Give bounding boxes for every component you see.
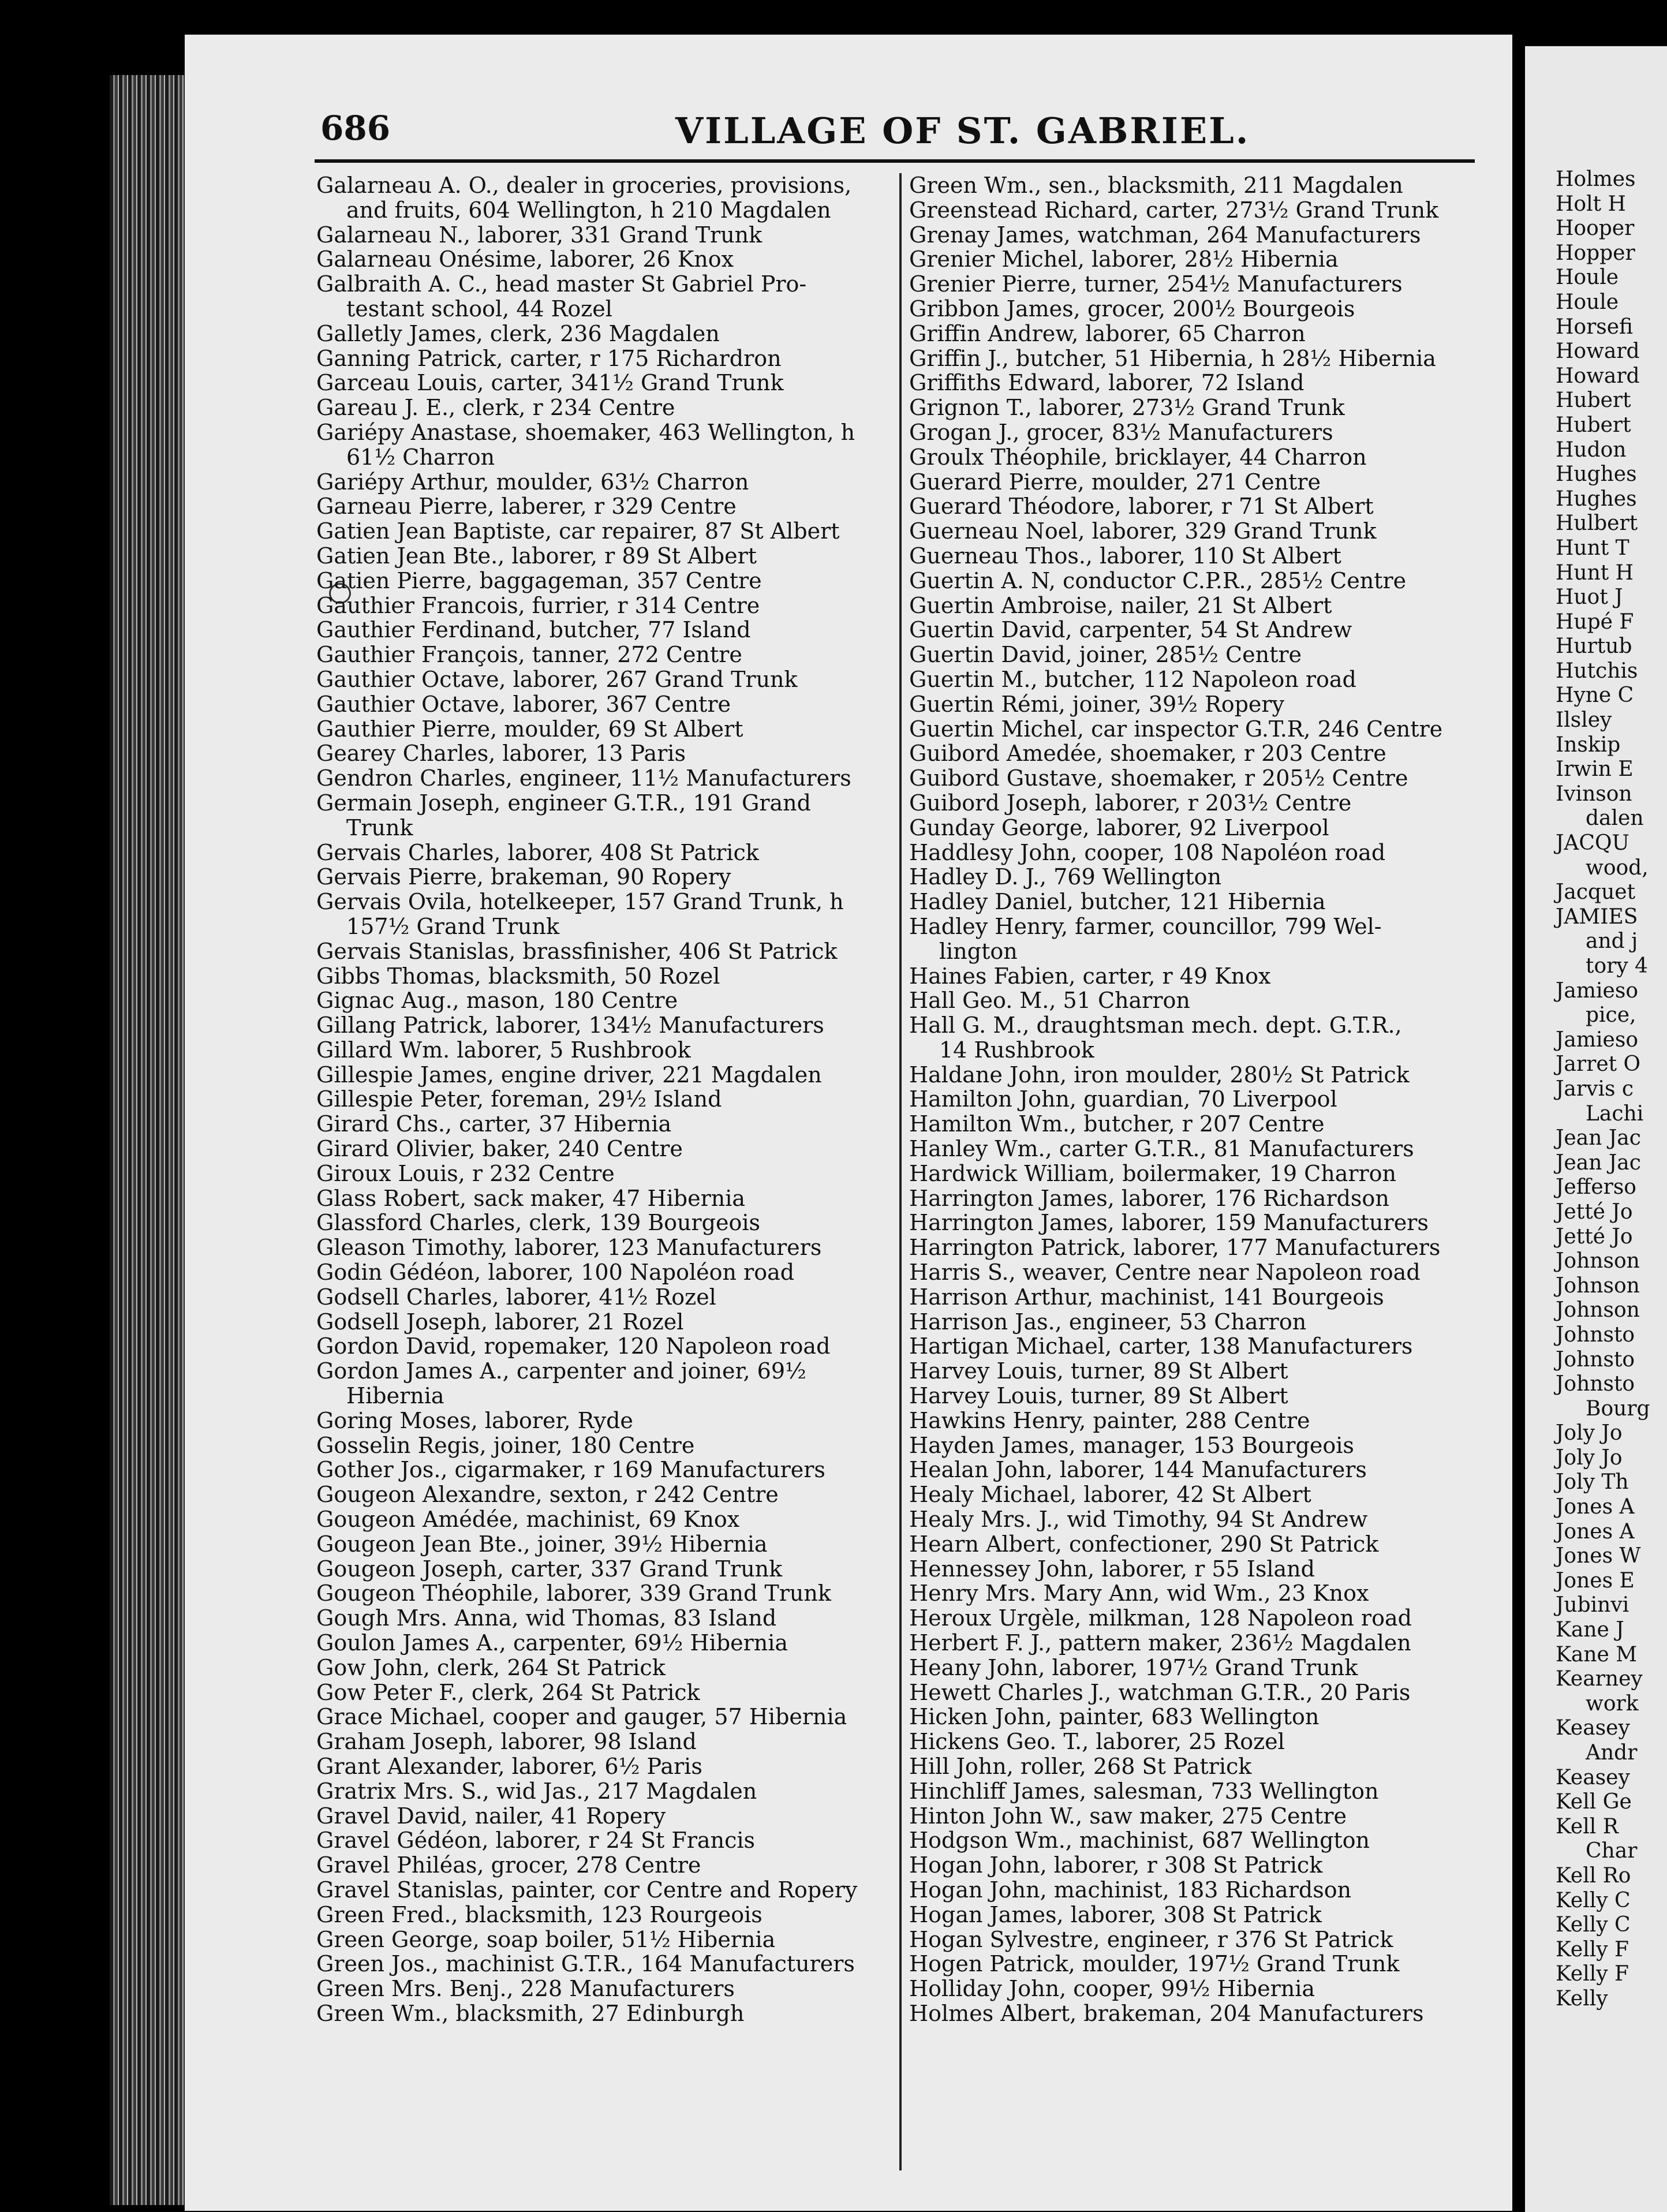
directory-entry: Harrison Jas., engineer, 53 Charron — [909, 1309, 1307, 1335]
directory-entry: Gatien Jean Baptiste, car repairer, 87 St Albert — [316, 518, 840, 544]
directory-entry: Hewett Charles J., watchman G.T.R., 20 Paris — [909, 1679, 1411, 1705]
directory-entry: Jamieso — [1556, 1027, 1638, 1052]
directory-entry-continuation: testant school, 44 Rozel — [346, 296, 612, 322]
directory-entry: Gibbs Thomas, blacksmith, 50 Rozel — [316, 963, 720, 989]
directory-entry: Healy Michael, laborer, 42 St Albert — [909, 1482, 1311, 1508]
directory-entry: Hogan Sylvestre, engineer, r 376 St Patrick — [909, 1926, 1393, 1952]
directory-entry: Gauthier Pierre, moulder, 69 St Albert — [316, 716, 743, 742]
directory-entry: Guibord Joseph, laborer, r 203½ Centre — [909, 790, 1352, 816]
directory-entry: Gough Mrs. Anna, wid Thomas, 83 Island — [316, 1605, 777, 1631]
directory-entry: Harris S., weaver, Centre near Napoleon road — [909, 1260, 1421, 1286]
directory-entry-continuation: Trunk — [346, 814, 413, 840]
directory-entry: Glassford Charles, clerk, 139 Bourgeois — [316, 1210, 761, 1236]
directory-entry: Green Mrs. Benj., 228 Manufacturers — [316, 1976, 735, 2002]
directory-entry: Germain Joseph, engineer G.T.R., 191 Grand — [316, 790, 811, 816]
directory-entry: Gleason Timothy, laborer, 123 Manufacturers — [316, 1235, 822, 1261]
directory-entry: Kelly C — [1556, 1913, 1631, 1937]
directory-entry-continuation: wood, — [1586, 855, 1649, 880]
directory-entry-continuation: and fruits, 604 Wellington, h 210 Magdalen — [346, 197, 831, 223]
directory-entry: Holmes Albert, brakeman, 204 Manufacturers — [909, 2000, 1424, 2026]
directory-entry: Guibord Amedée, shoemaker, r 203 Centre — [909, 741, 1386, 767]
directory-entry: Harvey Louis, turner, 89 St Albert — [909, 1358, 1288, 1384]
directory-entry: Hunt H — [1556, 561, 1634, 585]
directory-entry: Godin Gédéon, laborer, 100 Napoléon road — [316, 1260, 795, 1286]
directory-entry: Griffiths Edward, laborer, 72 Island — [909, 370, 1305, 396]
directory-entry-continuation: Lachi — [1586, 1101, 1644, 1126]
directory-entry: Kelly — [1556, 1986, 1608, 2011]
directory-entry: Graham Joseph, laborer, 98 Island — [316, 1729, 697, 1755]
directory-entry: Hutchis — [1556, 659, 1638, 683]
directory-entry: Green Jos., machinist G.T.R., 164 Manufacturers — [316, 1951, 855, 1977]
directory-entry: Hogan James, laborer, 308 St Patrick — [909, 1901, 1322, 1927]
directory-entry: Gervais Charles, laborer, 408 St Patrick — [316, 839, 759, 865]
directory-entry: Gatien Pierre, baggageman, 357 Centre — [316, 567, 762, 593]
directory-entry: Johnson — [1556, 1273, 1640, 1298]
directory-entry: Gougeon Théophile, laborer, 339 Grand Trunk — [316, 1580, 831, 1606]
directory-entry: Hartigan Michael, carter, 138 Manufacturers — [909, 1333, 1413, 1359]
directory-entry: Galarneau N., laborer, 331 Grand Trunk — [316, 222, 763, 248]
directory-entry: Glass Robert, sack maker, 47 Hibernia — [316, 1185, 746, 1211]
directory-entry: Griffin Andrew, laborer, 65 Charron — [909, 320, 1306, 346]
directory-entry: Guerard Théodore, laborer, r 71 St Albert — [909, 494, 1374, 520]
directory-entry: Groulx Théophile, bricklayer, 44 Charron — [909, 444, 1367, 470]
directory-entry: Hawkins Henry, painter, 288 Centre — [909, 1407, 1310, 1433]
directory-entry: Jones A — [1556, 1495, 1635, 1519]
directory-entry: Jefferso — [1556, 1175, 1636, 1200]
directory-entry: Gillang Patrick, laborer, 134½ Manufacturers — [316, 1012, 824, 1038]
directory-entry: Ganning Patrick, carter, r 175 Richardron — [316, 345, 782, 371]
directory-entry: Harvey Louis, turner, 89 St Albert — [909, 1383, 1288, 1409]
directory-entry: Holt H — [1556, 192, 1626, 216]
directory-entry: Godsell Joseph, laborer, 21 Rozel — [316, 1309, 684, 1335]
directory-entry: Green George, soap boiler, 51½ Hibernia — [316, 1926, 776, 1952]
directory-entry: Jean Jac — [1556, 1126, 1641, 1150]
directory-entry: Grace Michael, cooper and gauger, 57 Hibernia — [316, 1704, 847, 1730]
directory-entry: Guertin David, joiner, 285½ Centre — [909, 642, 1302, 668]
directory-entry: Gareau J. E., clerk, r 234 Centre — [316, 395, 675, 421]
directory-entry: Hughes — [1556, 487, 1637, 511]
directory-entry: Howard — [1556, 339, 1640, 364]
directory-entry: Gougeon Jean Bte., joiner, 39½ Hibernia — [316, 1531, 768, 1557]
directory-entry: Hardwick William, boilermaker, 19 Charron — [909, 1160, 1397, 1186]
directory-entry-continuation: dalen — [1586, 806, 1644, 831]
directory-entry: Gervais Stanislas, brassfinisher, 406 St Patrick — [316, 938, 838, 964]
directory-entry: Grenay James, watchman, 264 Manufacturers — [909, 222, 1421, 248]
directory-entry: Gauthier Octave, laborer, 367 Centre — [316, 691, 731, 717]
directory-entry: Haldane John, iron moulder, 280½ St Patrick — [909, 1062, 1410, 1088]
directory-entry-continuation: tory 4 — [1586, 954, 1649, 978]
directory-entry: Hadley Daniel, butcher, 121 Hibernia — [909, 889, 1326, 915]
directory-entry: Hamilton John, guardian, 70 Liverpool — [909, 1086, 1337, 1112]
directory-entry: Kell R — [1556, 1814, 1619, 1839]
directory-entry: Galarneau Onésime, laborer, 26 Knox — [316, 246, 734, 272]
directory-entry: Healan John, laborer, 144 Manufacturers — [909, 1457, 1367, 1483]
directory-entry: Johnsto — [1556, 1322, 1635, 1347]
directory-entry: Holmes — [1556, 167, 1636, 191]
directory-entry: Grenier Michel, laborer, 28½ Hibernia — [909, 246, 1339, 272]
directory-entry: Kelly F — [1556, 1962, 1629, 1986]
directory-entry: Harrison Arthur, machinist, 141 Bourgeois — [909, 1284, 1384, 1310]
directory-entry: Ilsley — [1556, 708, 1612, 733]
directory-entry: Johnson — [1556, 1298, 1640, 1322]
facing-page-column — [1556, 167, 1665, 2012]
directory-entry: Hinton John W., saw maker, 275 Centre — [909, 1803, 1347, 1829]
directory-entry: Herbert F. J., pattern maker, 236½ Magdalen — [909, 1630, 1411, 1656]
directory-entry: Green Wm., blacksmith, 27 Edinburgh — [316, 2000, 745, 2026]
directory-entry: Hickens Geo. T., laborer, 25 Rozel — [909, 1729, 1285, 1755]
directory-entry: Gignac Aug., mason, 180 Centre — [316, 988, 678, 1014]
directory-entry: Green Fred., blacksmith, 123 Rourgeois — [316, 1901, 763, 1927]
page-title: VILLAGE OF ST. GABRIEL. — [675, 110, 1250, 152]
directory-entry: Greenstead Richard, carter, 273½ Grand Trunk — [909, 197, 1439, 223]
directory-entry-continuation: and j — [1586, 929, 1638, 954]
directory-entry-continuation: 14 Rushbrook — [939, 1037, 1094, 1063]
directory-entry: Hurtub — [1556, 634, 1632, 659]
directory-entry: Jean Jac — [1556, 1150, 1641, 1175]
directory-entry: Guerneau Noel, laborer, 329 Grand Trunk — [909, 518, 1377, 544]
directory-entry: Hupé F — [1556, 610, 1634, 634]
directory-entry: Gordon David, ropemaker, 120 Napoleon road — [316, 1333, 831, 1359]
directory-entry: Heany John, laborer, 197½ Grand Trunk — [909, 1654, 1358, 1680]
directory-entry: Goulon James A., carpenter, 69½ Hibernia — [316, 1630, 788, 1656]
directory-entry: Hadley Henry, farmer, councillor, 799 Wel- — [909, 913, 1382, 939]
directory-entry: Houle — [1556, 290, 1619, 314]
directory-entry: Gravel Stanislas, painter, cor Centre and Ropery — [316, 1877, 858, 1903]
directory-entry: Kearney — [1556, 1667, 1643, 1691]
directory-entry: Gougeon Joseph, carter, 337 Grand Trunk — [316, 1556, 783, 1582]
directory-entry: Godsell Charles, laborer, 41½ Rozel — [316, 1284, 716, 1310]
directory-column-1 — [316, 173, 894, 2026]
directory-entry: Gariépy Arthur, moulder, 63½ Charron — [316, 469, 749, 495]
directory-entry: Gother Jos., cigarmaker, r 169 Manufacturers — [316, 1457, 825, 1483]
directory-entry: Joly Jo — [1556, 1445, 1623, 1470]
directory-entry: Galarneau A. O., dealer in groceries, provisions, — [316, 173, 852, 198]
directory-entry-continuation: Char — [1586, 1839, 1638, 1863]
directory-entry: Gunday George, laborer, 92 Liverpool — [909, 814, 1329, 840]
directory-entry: Gariépy Anastase, shoemaker, 463 Wellington, h — [316, 419, 855, 445]
directory-entry: Hall G. M., draughtsman mech. dept. G.T.R., — [909, 1012, 1402, 1038]
directory-entry-continuation: lington — [939, 938, 1018, 964]
directory-entry: Gauthier Francois, furrier, r 314 Centre — [316, 592, 760, 618]
directory-entry: Guertin Ambroise, nailer, 21 St Albert — [909, 592, 1332, 618]
directory-entry: Guertin M., butcher, 112 Napoleon road — [909, 666, 1356, 692]
directory-entry-continuation: work — [1586, 1691, 1639, 1716]
directory-entry: Guertin Rémi, joiner, 39½ Ropery — [909, 691, 1285, 717]
directory-entry: Hooper — [1556, 216, 1635, 241]
directory-entry: Hunt T — [1556, 536, 1629, 560]
directory-entry: Jones A — [1556, 1519, 1635, 1544]
directory-entry: Galletly James, clerk, 236 Magdalen — [316, 320, 720, 346]
directory-entry: Holliday John, cooper, 99½ Hibernia — [909, 1976, 1315, 2002]
directory-entry: Grogan J., grocer, 83½ Manufacturers — [909, 419, 1333, 445]
page-number: 686 — [320, 109, 391, 148]
directory-entry: Jubinvi — [1556, 1593, 1629, 1617]
directory-entry-continuation: 157½ Grand Trunk — [346, 913, 559, 939]
directory-entry: Grignon T., laborer, 273½ Grand Trunk — [909, 395, 1345, 421]
directory-entry-continuation: pice, — [1586, 1003, 1636, 1027]
directory-entry: JACQU — [1556, 831, 1629, 855]
directory-entry: Guertin David, carpenter, 54 St Andrew — [909, 617, 1352, 643]
directory-entry: Jarvis c — [1556, 1077, 1634, 1101]
directory-entry: Gratrix Mrs. S., wid Jas., 217 Magdalen — [316, 1778, 757, 1804]
book-gutter — [1512, 0, 1525, 2212]
directory-entry: Girard Olivier, baker, 240 Centre — [316, 1136, 683, 1162]
directory-entry: Girard Chs., carter, 37 Hibernia — [316, 1111, 672, 1137]
directory-entry: Gatien Jean Bte., laborer, r 89 St Albert — [316, 543, 757, 569]
directory-entry: Huot J — [1556, 585, 1623, 610]
directory-entry: Gendron Charles, engineer, 11½ Manufacturers — [316, 765, 851, 791]
directory-entry: Gordon James A., carpenter and joiner, 69½ — [316, 1358, 806, 1384]
directory-entry: Guertin Michel, car inspector G.T.R, 246 Centre — [909, 716, 1443, 742]
directory-entry: Gauthier Octave, laborer, 267 Grand Trunk — [316, 666, 798, 692]
directory-entry: Hadley D. J., 769 Wellington — [909, 864, 1222, 890]
directory-entry: Keasey — [1556, 1716, 1630, 1740]
directory-entry: Giroux Louis, r 232 Centre — [316, 1160, 615, 1186]
directory-entry: Guerard Pierre, moulder, 271 Centre — [909, 469, 1321, 495]
directory-entry: Hubert — [1556, 388, 1631, 413]
directory-entry: Hudon — [1556, 438, 1627, 462]
directory-entry: Garceau Louis, carter, 341½ Grand Trunk — [316, 370, 784, 396]
directory-entry: Kelly C — [1556, 1888, 1631, 1912]
directory-entry: Gauthier Ferdinand, butcher, 77 Island — [316, 617, 751, 643]
directory-entry: Guerneau Thos., laborer, 110 St Albert — [909, 543, 1341, 569]
directory-entry-continuation: 61½ Charron — [346, 444, 495, 470]
directory-entry: Johnsto — [1556, 1347, 1635, 1372]
directory-entry: Harrington James, laborer, 159 Manufacturers — [909, 1210, 1429, 1236]
directory-entry: Gougeon Alexandre, sexton, r 242 Centre — [316, 1482, 779, 1508]
directory-entry: Gougeon Amédée, machinist, 69 Knox — [316, 1507, 740, 1533]
directory-entry: Ivinson — [1556, 782, 1632, 806]
directory-entry: Hanley Wm., carter G.T.R., 81 Manufacturers — [909, 1136, 1414, 1162]
directory-entry: Hill John, roller, 268 St Patrick — [909, 1754, 1252, 1779]
directory-entry: Kell Ro — [1556, 1863, 1631, 1888]
directory-entry: JAMIES — [1556, 905, 1638, 929]
directory-entry: Horsefi — [1556, 315, 1634, 339]
directory-entry: Jones E — [1556, 1568, 1635, 1593]
directory-entry-continuation: Hibernia — [346, 1383, 444, 1409]
directory-entry: Gillard Wm. laborer, 5 Rushbrook — [316, 1037, 691, 1063]
directory-entry: Jamieso — [1556, 978, 1638, 1003]
directory-entry: Gervais Ovila, hotelkeeper, 157 Grand Trunk, h — [316, 889, 844, 915]
directory-entry: Hogan John, laborer, r 308 St Patrick — [909, 1852, 1323, 1878]
directory-entry: Gillespie Peter, foreman, 29½ Island — [316, 1086, 722, 1112]
directory-entry: Johnsto — [1556, 1372, 1635, 1396]
directory-entry: Jacquet — [1556, 880, 1636, 905]
directory-entry: Hamilton Wm., butcher, r 207 Centre — [909, 1111, 1325, 1137]
directory-entry: Hicken John, painter, 683 Wellington — [909, 1704, 1320, 1730]
directory-entry: Gow John, clerk, 264 St Patrick — [316, 1654, 666, 1680]
directory-entry: Hopper — [1556, 241, 1635, 265]
directory-entry: Gow Peter F., clerk, 264 St Patrick — [316, 1679, 700, 1705]
directory-entry: Hogan John, machinist, 183 Richardson — [909, 1877, 1352, 1903]
directory-entry: Keasey — [1556, 1765, 1630, 1789]
directory-entry: Gauthier François, tanner, 272 Centre — [316, 642, 742, 668]
directory-entry: Gillespie James, engine driver, 221 Magdalen — [316, 1062, 822, 1088]
directory-entry: Gosselin Regis, joiner, 180 Centre — [316, 1432, 695, 1458]
directory-entry: Gervais Pierre, brakeman, 90 Ropery — [316, 864, 731, 890]
directory-entry: Hall Geo. M., 51 Charron — [909, 988, 1190, 1014]
directory-entry: Jones W — [1556, 1544, 1641, 1568]
directory-column-2 — [909, 173, 1498, 2026]
directory-entry: Gravel Gédéon, laborer, r 24 St Francis — [316, 1828, 755, 1854]
directory-entry: Joly Jo — [1556, 1421, 1623, 1445]
directory-entry: Grenier Pierre, turner, 254½ Manufacturers — [909, 271, 1403, 297]
directory-entry: Gearey Charles, laborer, 13 Paris — [316, 741, 686, 767]
directory-entry: Green Wm., sen., blacksmith, 211 Magdalen — [909, 173, 1403, 198]
directory-entry: Garneau Pierre, laberer, r 329 Centre — [316, 494, 737, 520]
directory-entry-continuation: Bourg — [1586, 1396, 1650, 1421]
directory-entry: Houle — [1556, 266, 1619, 290]
directory-entry: Hennessey John, laborer, r 55 Island — [909, 1556, 1315, 1582]
directory-entry: Kell Ge — [1556, 1790, 1632, 1814]
directory-entry: Hulbert — [1556, 511, 1638, 536]
directory-entry: Goring Moses, laborer, Ryde — [316, 1407, 633, 1433]
directory-entry: Healy Mrs. J., wid Timothy, 94 St Andrew — [909, 1507, 1368, 1533]
directory-entry: Hogen Patrick, moulder, 197½ Grand Trunk — [909, 1951, 1400, 1977]
directory-entry: Jetté Jo — [1556, 1200, 1633, 1224]
directory-entry: Kelly F — [1556, 1937, 1629, 1961]
header-rule — [315, 159, 1475, 163]
directory-entry: Henry Mrs. Mary Ann, wid Wm., 23 Knox — [909, 1580, 1369, 1606]
directory-entry: Inskip — [1556, 733, 1621, 757]
directory-entry: Hubert — [1556, 413, 1631, 437]
directory-entry-continuation: Andr — [1586, 1741, 1638, 1765]
directory-entry: Hayden James, manager, 153 Bourgeois — [909, 1432, 1354, 1458]
directory-entry: Gribbon James, grocer, 200½ Bourgeois — [909, 296, 1355, 322]
directory-entry: Joly Th — [1556, 1470, 1629, 1494]
directory-entry: Hearn Albert, confectioner, 290 St Patrick — [909, 1531, 1379, 1557]
directory-entry: Heroux Urgèle, milkman, 128 Napoleon road — [909, 1605, 1412, 1631]
directory-entry: Johnson — [1556, 1249, 1640, 1273]
directory-entry: Grant Alexander, laborer, 6½ Paris — [316, 1754, 702, 1779]
directory-entry: Guertin A. N, conductor C.P.R., 285½ Centre — [909, 567, 1407, 593]
directory-entry: Hughes — [1556, 462, 1637, 487]
directory-entry: Griffin J., butcher, 51 Hibernia, h 28½ Hibernia — [909, 345, 1436, 371]
directory-entry: Gravel Philéas, grocer, 278 Centre — [316, 1852, 701, 1878]
directory-entry: Jetté Jo — [1556, 1224, 1633, 1249]
directory-entry: Howard — [1556, 364, 1640, 388]
directory-entry: Hyne C — [1556, 683, 1634, 708]
directory-entry: Guibord Gustave, shoemaker, r 205½ Centre — [909, 765, 1408, 791]
directory-entry: Kane M — [1556, 1642, 1638, 1667]
directory-entry: Harrington James, laborer, 176 Richardson — [909, 1185, 1389, 1211]
directory-entry: Jarret O — [1556, 1052, 1641, 1077]
column-divider — [899, 173, 902, 2170]
directory-entry: Hinchliff James, salesman, 733 Wellington — [909, 1778, 1379, 1804]
directory-entry: Irwin E — [1556, 757, 1634, 782]
directory-entry: Hodgson Wm., machinist, 687 Wellington — [909, 1828, 1370, 1854]
directory-entry: Harrington Patrick, laborer, 177 Manufacturers — [909, 1235, 1441, 1261]
directory-entry: Kane J — [1556, 1618, 1624, 1642]
directory-entry: Gravel David, nailer, 41 Ropery — [316, 1803, 666, 1829]
directory-entry: Galbraith A. C., head master St Gabriel Pro- — [316, 271, 807, 297]
directory-entry: Haines Fabien, carter, r 49 Knox — [909, 963, 1271, 989]
directory-entry: Haddlesy John, cooper, 108 Napoléon road — [909, 839, 1386, 865]
